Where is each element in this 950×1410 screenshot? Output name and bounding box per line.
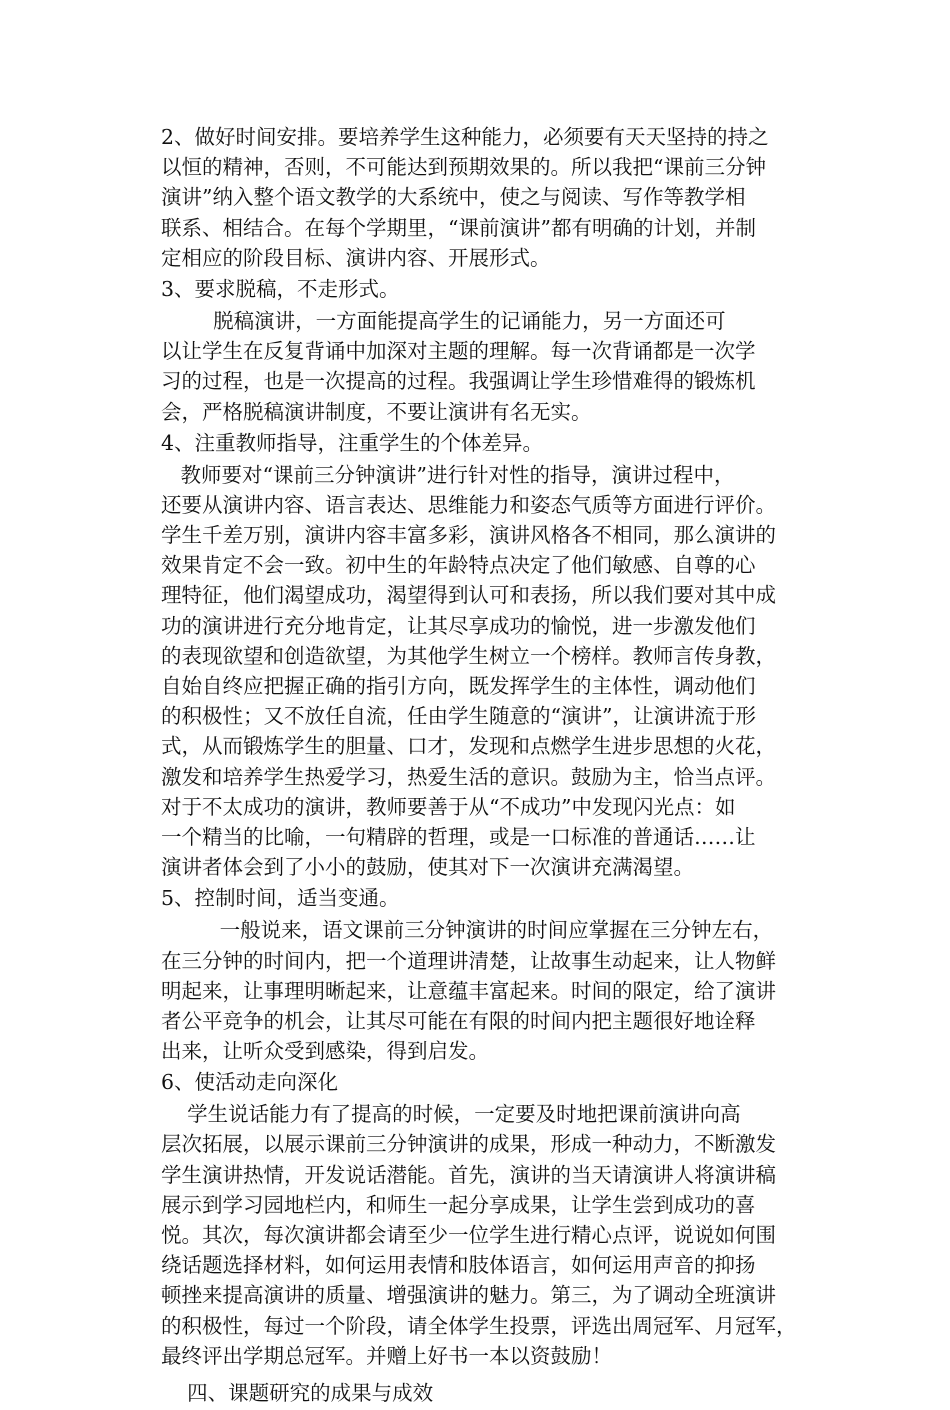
paragraph-line: 脱稿演讲，一方面能提高学生的记诵能力，另一方面还可 (161, 308, 726, 333)
paragraph-line: 2、做好时间安排。要培养学生这种能力，必须要有天天坚持的持之 (161, 125, 769, 149)
paragraph-line: 最终评出学期总冠军。并赠上好书一本以资鼓励！ (161, 1343, 612, 1368)
paragraph-line: 习的过程，也是一次提高的过程。我强调让学生珍惜难得的锻炼机 (161, 369, 756, 394)
paragraph-line: 定相应的阶段目标、演讲内容、开展形式。 (161, 245, 551, 270)
section-2 (161, 122, 811, 273)
paragraph-line: 演讲”纳入整个语文教学的大系统中，使之与阅读、写作等教学相 (161, 185, 746, 210)
paragraph-line: 明起来，让事理明晰起来，让意蕴丰富起来。时间的限定，给了演讲 (161, 978, 776, 1003)
closing-heading: 四、课题研究的成果与成效 (161, 1380, 434, 1405)
paragraph-line: 学生说话能力有了提高的时候，一定要及时地把课前演讲向高 (161, 1102, 741, 1127)
section-3 (161, 273, 811, 427)
paragraph-line: 对于不太成功的演讲，教师要善于从“不成功”中发现闪光点：如 (161, 794, 736, 819)
paragraph-line: 展示到学习园地栏内，和师生一起分享成果，让学生尝到成功的喜 (161, 1192, 756, 1217)
paragraph-line: 联系、相结合。在每个学期里，“课前演讲”都有明确的计划，并制 (161, 215, 756, 240)
paragraph-line: 自始自终应把握正确的指引方向，既发挥学生的主体性，调动他们 (161, 674, 756, 698)
paragraph-line: 理特征，他们渴望成功，渴望得到认可和表扬，所以我们要对其中成 (161, 583, 776, 608)
paragraph-line: 层次拓展，以展示课前三分钟演讲的成果，形成一种动力，不断激发 (161, 1132, 776, 1157)
paragraph-line: 在三分钟的时间内，把一个道理讲清楚，让故事生动起来，让人物鲜 (161, 948, 776, 973)
paragraph-line: 悦。其次，每次演讲都会请至少一位学生进行精心点评，说说如何围 (161, 1223, 776, 1247)
paragraph-line: 的积极性，每过一个阶段，请全体学生投票，评选出周冠军、月冠军， (161, 1313, 797, 1338)
section-heading: 6、使活动走向深化 (161, 1070, 339, 1095)
paragraph-line: 会，严格脱稿演讲制度，不要让演讲有名无实。 (161, 399, 592, 424)
paragraph-line: 绕话题选择材料，如何运用表情和肢体语言，如何运用声音的抑扬 (161, 1253, 756, 1278)
paragraph-line: 者公平竞争的机会，让其尽可能在有限的时间内把主题很好地诠释 (161, 1008, 756, 1033)
paragraph-line: 的积极性；又不放任自流，任由学生随意的“演讲”，让演讲流于形 (161, 704, 756, 729)
paragraph-line: 以让学生在反复背诵中加深对主题的理解。每一次背诵都是一次学 (161, 339, 756, 364)
paragraph-line: 的表现欲望和创造欲望，为其他学生树立一个榜样。教师言传身教， (161, 643, 776, 668)
paragraph-line: 效果肯定不会一致。初中生的年龄特点决定了他们敏感、自尊的心 (161, 553, 756, 578)
paragraph-line: 一般说来，语文课前三分钟演讲的时间应掌握在三分钟左右， (161, 918, 774, 943)
paragraph-line: 功的演讲进行充分地肯定，让其尽享成功的愉悦，进一步激发他们 (161, 613, 756, 638)
paragraph-line: 学生演讲热情，开发说话潜能。首先，演讲的当天请演讲人将演讲稿 (161, 1162, 776, 1187)
section-5 (161, 882, 811, 1066)
section-heading: 5、控制时间，适当变通。 (161, 886, 400, 911)
paragraph-line: 一个精当的比喻，一句精辟的哲理，或是一口标准的普通话……让 (161, 824, 756, 849)
paragraph-line: 式，从而锻炼学生的胆量、口才，发现和点燃学生进步思想的火花， (161, 734, 776, 759)
paragraph-line: 教师要对“课前三分钟演讲”进行针对性的指导，演讲过程中， (161, 462, 735, 487)
paragraph-line: 还要从演讲内容、语言表达、思维能力和姿态气质等方面进行评价。 (161, 492, 776, 517)
document-page (161, 122, 811, 1410)
paragraph-line: 顿挫来提高演讲的质量、增强演讲的魅力。第三，为了调动全班演讲 (161, 1283, 776, 1308)
paragraph-line: 学生千差万别，演讲内容丰富多彩，演讲风格各不相同，那么演讲的 (161, 523, 776, 548)
paragraph-line: 以恒的精神，否则，不可能达到预期效果的。所以我把“课前三分钟 (161, 155, 766, 180)
section-heading: 3、要求脱稿，不走形式。 (161, 276, 400, 301)
paragraph-line: 激发和培养学生热爱学习，热爱生活的意识。鼓励为主，恰当点评。 (161, 764, 776, 789)
section-4 (161, 427, 811, 883)
section-heading: 4、注重教师指导，注重学生的个体差异。 (161, 430, 544, 455)
paragraph-line: 出来，让听众受到感染，得到启发。 (161, 1039, 489, 1064)
section-6 (161, 1066, 811, 1371)
paragraph-line: 演讲者体会到了小小的鼓励，使其对下一次演讲充满渴望。 (161, 855, 694, 880)
